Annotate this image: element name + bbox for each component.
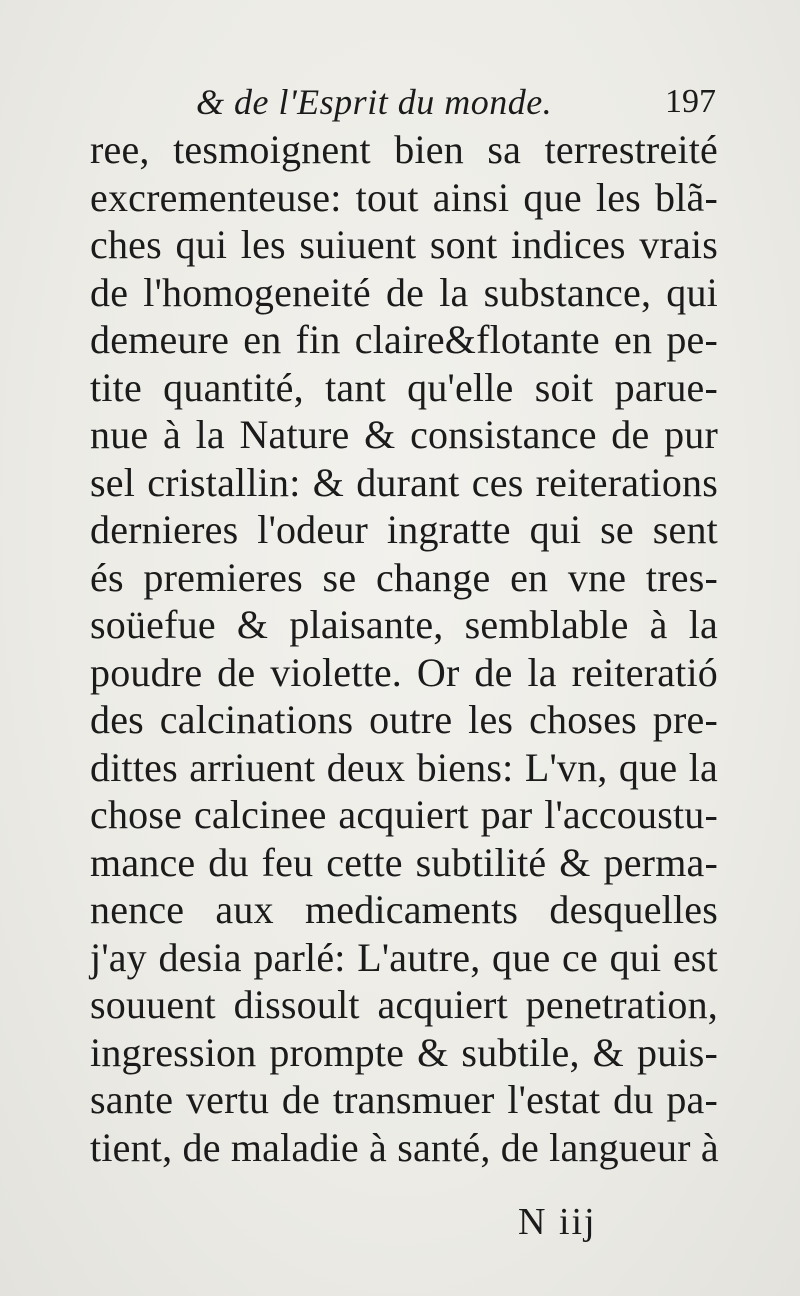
text-line: sante vertu de transmuer l'estat du pa- [90, 1077, 718, 1122]
text-line: j'ay desia parlé: L'autre, que ce qui est [90, 934, 718, 980]
page-number: 197 [665, 83, 716, 120]
text-line: mance du feu cette subtilité & perma- [90, 839, 718, 885]
text-line: dernieres l'odeur ingratte qui se sent [90, 507, 718, 552]
signature-mark: N iij [518, 1201, 597, 1243]
text-line: poudre de violette. Or de la reiteratió [90, 649, 718, 695]
text-line: souuent dissoult acquiert penetration, [90, 982, 718, 1027]
text-line: excrementeuse: tout ainsi que les blã- [90, 174, 718, 220]
text-line: és premieres se change en vne tres- [90, 554, 718, 600]
text-line: dittes arriuent deux biens: L'vn, que la [90, 744, 718, 790]
text-line: ches qui les suiuent sont indices vrais [90, 222, 718, 267]
text-line: demeure en fin claire&flotante en pe- [90, 317, 718, 362]
running-head [196, 78, 716, 126]
text-line: de l'homogeneité de la substance, qui [90, 269, 718, 315]
text-line: nence aux medicaments desquelles [90, 887, 718, 932]
running-title: & de l'Esprit du monde. [196, 82, 553, 122]
text-line: soüefue & plaisante, semblable à la [90, 602, 718, 647]
text-line: tient, de maladie à santé, de langueur à [90, 1124, 719, 1170]
text-line: des calcinations outre les choses pre- [90, 697, 718, 742]
text-line: chose calcinee acquiert par l'accoustu- [90, 792, 718, 837]
text-line: sel cristallin: & durant ces reiterations [90, 459, 718, 505]
text-line: ree, tesmoignent bien sa terrestreité [90, 127, 718, 172]
text-line: ingression prompte & subtile, & puis- [90, 1029, 718, 1075]
text-line: tite quantité, tant qu'elle soit parue- [90, 364, 718, 410]
body-text [90, 126, 718, 1171]
text-line: nue à la Nature & consistance de pur [90, 412, 718, 457]
